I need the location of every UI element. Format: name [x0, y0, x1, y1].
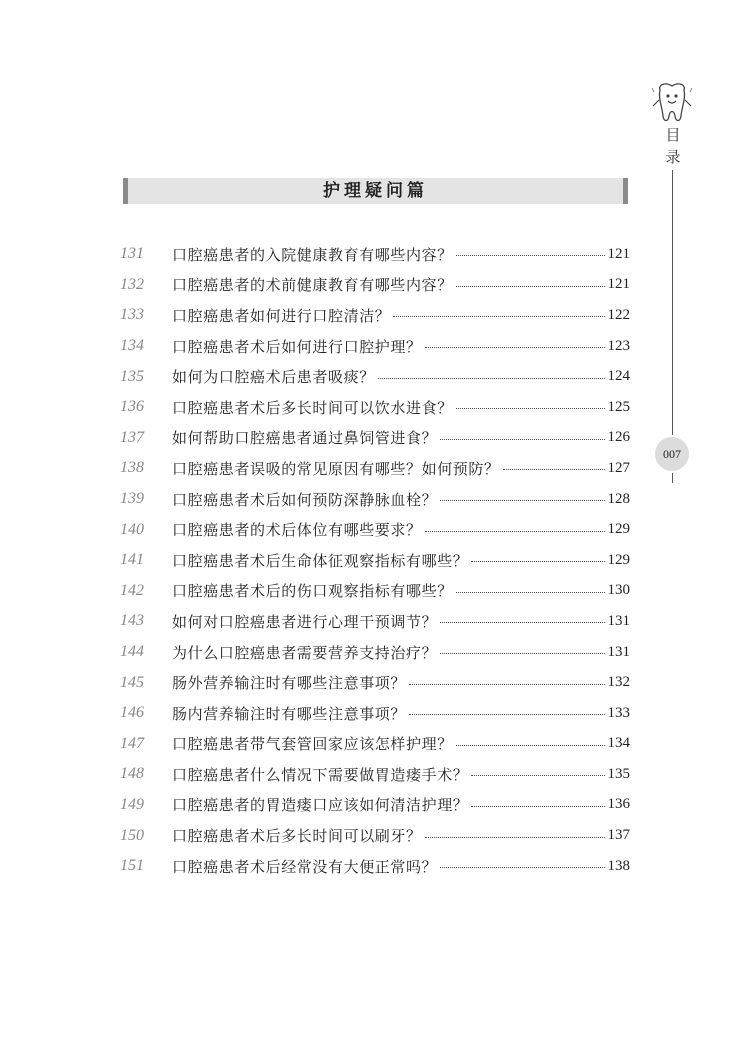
toc-entry-page: 121 — [607, 245, 630, 262]
toc-entry[interactable] — [120, 851, 630, 882]
sidebar-rule-top — [672, 170, 673, 435]
toc-entry[interactable] — [120, 514, 630, 545]
toc-entry-title: 肠外营养输注时有哪些注意事项？ — [172, 674, 407, 693]
toc-entry-number: 146 — [120, 704, 144, 722]
toc-entry-title: 口腔癌患者的胃造瘘口应该如何清洁护理？ — [172, 796, 469, 815]
toc-entry[interactable] — [120, 331, 630, 362]
toc-dot-leader — [456, 285, 605, 287]
sidebar-label-mu: 目 — [665, 126, 681, 144]
toc-entry-page: 136 — [607, 796, 630, 813]
toc-entry-title: 口腔癌患者术后的伤口观察指标有哪些？ — [172, 582, 453, 601]
toc-entry-page: 131 — [607, 643, 630, 660]
toc-list — [120, 239, 630, 881]
toc-entry[interactable] — [120, 392, 630, 423]
page-number-badge: 007 — [655, 437, 689, 471]
toc-entry-title: 口腔癌患者术后如何进行口腔护理？ — [172, 337, 422, 356]
toc-entry-page: 129 — [607, 521, 630, 538]
section-header — [123, 178, 628, 204]
toc-entry-title: 口腔癌患者术后如何预防深静脉血栓？ — [172, 490, 438, 509]
toc-entry[interactable] — [120, 790, 630, 821]
toc-entry-title: 口腔癌患者术后生命体征观察指标有哪些？ — [172, 551, 469, 570]
toc-dot-leader — [456, 591, 605, 593]
toc-entry-number: 150 — [120, 826, 144, 844]
toc-entry-title: 肠内营养输注时有哪些注意事项？ — [172, 704, 407, 723]
toc-entry[interactable] — [120, 729, 630, 760]
toc-entry-number: 136 — [120, 398, 144, 416]
toc-entry[interactable] — [120, 759, 630, 790]
toc-entry[interactable] — [120, 820, 630, 851]
toc-entry-title: 口腔癌患者的术后体位有哪些要求？ — [172, 521, 422, 540]
toc-dot-leader — [440, 621, 604, 623]
toc-entry-number: 140 — [120, 520, 144, 538]
toc-entry-number: 137 — [120, 428, 144, 446]
toc-entry-title: 为什么口腔癌患者需要营养支持治疗？ — [172, 643, 438, 662]
toc-entry[interactable] — [120, 667, 630, 698]
toc-entry-page: 128 — [607, 490, 630, 507]
toc-entry-number: 138 — [120, 459, 144, 477]
toc-dot-leader — [456, 744, 605, 746]
toc-entry[interactable] — [120, 637, 630, 668]
toc-entry-title: 口腔癌患者的入院健康教育有哪些内容？ — [172, 245, 453, 264]
toc-entry[interactable] — [120, 698, 630, 729]
toc-entry-number: 131 — [120, 245, 144, 263]
toc-entry-number: 151 — [120, 857, 144, 875]
toc-entry-page: 135 — [607, 765, 630, 782]
toc-entry[interactable] — [120, 453, 630, 484]
toc-entry-title: 口腔癌患者术后经常没有大便正常吗？ — [172, 857, 438, 876]
toc-entry-title: 如何对口腔癌患者进行心理干预调节？ — [172, 612, 438, 631]
toc-entry-page: 138 — [607, 857, 630, 874]
toc-entry-title: 口腔癌患者术后多长时间可以刷牙？ — [172, 827, 422, 846]
toc-entry-number: 135 — [120, 367, 144, 385]
toc-entry[interactable] — [120, 606, 630, 637]
toc-entry-number: 143 — [120, 612, 144, 630]
toc-entry-page: 130 — [607, 582, 630, 599]
toc-dot-leader — [425, 530, 605, 532]
toc-dot-leader — [440, 866, 604, 868]
toc-entry-page: 132 — [607, 674, 630, 691]
toc-dot-leader — [440, 438, 604, 440]
toc-dot-leader — [471, 774, 604, 776]
toc-dot-leader — [456, 407, 605, 409]
toc-entry-page: 123 — [607, 337, 630, 354]
toc-dot-leader — [471, 805, 604, 807]
toc-entry[interactable] — [120, 545, 630, 576]
toc-dot-leader — [409, 713, 604, 715]
toc-entry-number: 145 — [120, 673, 144, 691]
toc-entry-number: 144 — [120, 643, 144, 661]
toc-entry[interactable] — [120, 423, 630, 454]
toc-entry-title: 口腔癌患者误吸的常见原因有哪些？如何预防？ — [172, 459, 500, 478]
toc-entry[interactable] — [120, 270, 630, 301]
toc-dot-leader — [425, 346, 605, 348]
toc-entry-number: 134 — [120, 337, 144, 355]
toc-entry-page: 131 — [607, 612, 630, 629]
tooth-mascot-icon — [648, 80, 696, 126]
toc-entry-number: 147 — [120, 734, 144, 752]
toc-dot-leader — [378, 377, 605, 379]
toc-entry-number: 139 — [120, 490, 144, 508]
toc-entry-title: 口腔癌患者带气套管回家应该怎样护理？ — [172, 735, 453, 754]
toc-entry-title: 如何为口腔癌术后患者吸痰？ — [172, 368, 375, 387]
toc-entry-number: 141 — [120, 551, 144, 569]
toc-entry-title: 口腔癌患者的术前健康教育有哪些内容？ — [172, 276, 453, 295]
toc-entry-page: 124 — [607, 368, 630, 385]
toc-dot-leader — [440, 652, 604, 654]
toc-entry-title: 口腔癌患者什么情况下需要做胃造瘘手术？ — [172, 765, 469, 784]
toc-dot-leader — [409, 683, 604, 685]
toc-entry-page: 121 — [607, 276, 630, 293]
sidebar-label-lu: 录 — [665, 148, 681, 166]
toc-dot-leader — [456, 254, 605, 256]
toc-entry-number: 149 — [120, 795, 144, 813]
toc-entry-title: 如何帮助口腔癌患者通过鼻饲管进食？ — [172, 429, 438, 448]
toc-entry-number: 142 — [120, 581, 144, 599]
toc-entry-page: 122 — [607, 306, 630, 323]
toc-dot-leader — [503, 468, 605, 470]
toc-entry-page: 127 — [607, 459, 630, 476]
toc-entry-page: 133 — [607, 704, 630, 721]
toc-entry[interactable] — [120, 239, 630, 270]
toc-entry-number: 132 — [120, 275, 144, 293]
sidebar-rule-bottom — [672, 473, 673, 483]
toc-dot-leader — [440, 499, 604, 501]
toc-entry-number: 148 — [120, 765, 144, 783]
toc-dot-leader — [471, 560, 604, 562]
toc-dot-leader — [393, 315, 604, 317]
toc-entry[interactable] — [120, 576, 630, 607]
section-title: 护理疑问篇 — [323, 181, 428, 201]
toc-entry-page: 126 — [607, 429, 630, 446]
toc-dot-leader — [425, 836, 605, 838]
toc-entry-title: 口腔癌患者术后多长时间可以饮水进食？ — [172, 398, 453, 417]
toc-entry-page: 137 — [607, 827, 630, 844]
toc-entry[interactable] — [120, 300, 630, 331]
toc-entry-page: 134 — [607, 735, 630, 752]
toc-entry-title: 口腔癌患者如何进行口腔清洁？ — [172, 306, 391, 325]
toc-entry-number: 133 — [120, 306, 144, 324]
toc-entry[interactable] — [120, 361, 630, 392]
toc-entry-page: 129 — [607, 551, 630, 568]
toc-entry[interactable] — [120, 484, 630, 515]
toc-entry-page: 125 — [607, 398, 630, 415]
